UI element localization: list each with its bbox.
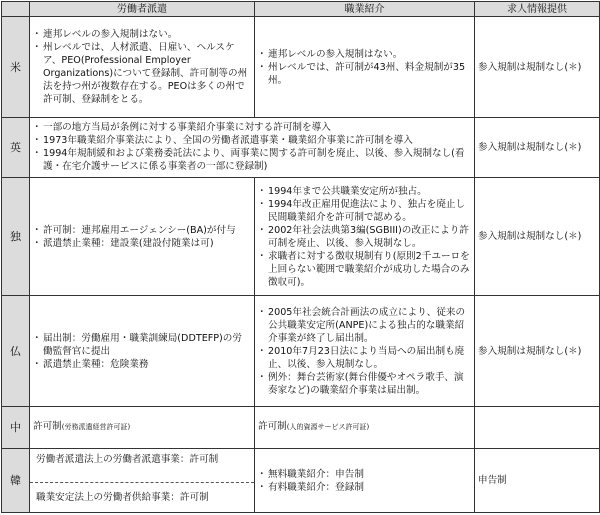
kr-dispatch-bottom: 職業安定法上の労働者供給事業：許可制: [36, 492, 209, 504]
fr-placement: [255, 296, 475, 406]
cn-dispatch-note: (労務派遣経営許可証): [61, 423, 131, 432]
us-placement-item: ・ 連邦レベルの参入規制はない。: [258, 48, 471, 61]
fr-job-info: 参入規制は規制なし(＊): [475, 296, 600, 406]
de-job-info: 参入規制は規制なし(＊): [475, 177, 600, 296]
country-us: 米: [2, 17, 30, 118]
cn-placement-note: (人的資源サービス許可証): [286, 423, 370, 432]
kr-placement-item: ・ 有料職業紹介：登録制: [258, 481, 471, 494]
kr-job-info: 申告制: [475, 449, 600, 513]
us-dispatch: [30, 17, 255, 118]
de-dispatch-item: ・ 派遣禁止業種：建設業(建設付随業は可): [33, 237, 251, 250]
header-corner: [2, 2, 30, 17]
country-cn: 中: [2, 406, 30, 448]
header-dispatch: 労働者派遣: [30, 2, 255, 17]
de-dispatch: [30, 177, 255, 296]
fr-placement-item: ・ 2005年社会統合計画法の成立により、従来の公共職業安定所(ANPE)による独占的な職業紹介事業が終了し届出制。: [258, 306, 471, 345]
de-placement-item: ・ 1994年まで公共職業安定所が独占。: [258, 185, 471, 198]
de-placement-item: ・ 1994年改正雇用促進法により、独占を廃止し民間職業紹介を許可制で認める。: [258, 198, 471, 224]
country-kr: 韓: [2, 449, 30, 513]
row-de: [2, 177, 600, 296]
uk-item: ・ 1973年職業紹介事業法により、全国の労働者派遣事業・職業紹介事業に許可制を導入: [33, 134, 471, 147]
fr-dispatch: [30, 296, 255, 406]
kr-dispatch: [30, 449, 255, 513]
row-cn: [2, 406, 600, 448]
row-kr: [2, 449, 600, 513]
de-placement: [255, 177, 475, 296]
us-placement-item: ・ 州レベルでは、許可制が43州、料金規制が35州。: [258, 61, 471, 87]
fr-dispatch-item: ・ 届出制：労働雇用・職業訓練局(DDTEFP)の労働監督官に提出: [33, 332, 251, 358]
cn-placement-main: 許可制: [258, 421, 287, 433]
de-placement-item: ・ 2002年社会法典第3編(SGBIII)の改正により許可制を廃止、以後、参入規制なし。: [258, 224, 471, 250]
header-job-info: 求人情報提供: [475, 2, 600, 17]
us-job-info: 参入規制は規制なし(＊): [475, 17, 600, 118]
uk-item: ・ 1994年規制緩和および業務委託法により、両事業に関する許可制を廃止、以後、参入規制なし(看護・在宅介護サービスに係る事業者の一部に登録制): [33, 147, 471, 173]
fr-dispatch-item: ・ 派遣禁止業種：危険業務: [33, 358, 251, 371]
cn-job-info: [475, 406, 600, 448]
country-de: 独: [2, 177, 30, 296]
header-row: [2, 2, 600, 17]
kr-placement-item: ・ 無料職業紹介：申告制: [258, 468, 471, 481]
kr-placement: [255, 449, 475, 513]
fr-placement-item: ・ 例外：舞台芸術家(舞台俳優やオペラ歌手、演奏家など)の職業紹介事業は届出制。: [258, 371, 471, 397]
row-fr: [2, 296, 600, 406]
us-dispatch-item: ・ 州レベルでは、人材派遣、日雇い、ヘルスケア、PEO(Professional Employer Organizations)について登録制、許可制等の州法を持つ州が複数存在する。PEOは多くの州で許可制、登録制をとる。: [33, 41, 251, 106]
row-us: [2, 17, 600, 118]
us-dispatch-item: ・ 連邦レベルの参入規制はない。: [33, 28, 251, 41]
us-placement: [255, 17, 475, 118]
uk-job-info: 参入規制は規制なし(＊): [475, 118, 600, 178]
country-uk: 英: [2, 118, 30, 178]
cn-dispatch: [30, 406, 255, 448]
cn-placement: [255, 406, 475, 448]
header-placement: 職業紹介: [255, 2, 475, 17]
de-dispatch-item: ・ 許可制：連邦雇用エージェンシー(BA)が付与: [33, 224, 251, 237]
fr-placement-item: ・ 2010年7月23日法により当局への届出制も廃止、以後、参入規制なし。: [258, 345, 471, 371]
uk-merged: [30, 118, 475, 178]
cn-dispatch-main: 許可制: [33, 421, 62, 433]
kr-dispatch-top: 労働者派遣法上の労働者派遣事業：許可制: [30, 449, 254, 483]
country-fr: 仏: [2, 296, 30, 406]
row-uk: [2, 118, 600, 178]
regulation-comparison-table: [1, 1, 600, 513]
de-placement-item: ・ 求職者に対する徴収規制有り(原則2千ユーロを上回らない範囲で職業紹介が成功した場合のみ徴収可)。: [258, 250, 471, 289]
uk-item: ・ 一部の地方当局が条例に対する事業紹介事業に対する許可制を導入: [33, 121, 471, 134]
